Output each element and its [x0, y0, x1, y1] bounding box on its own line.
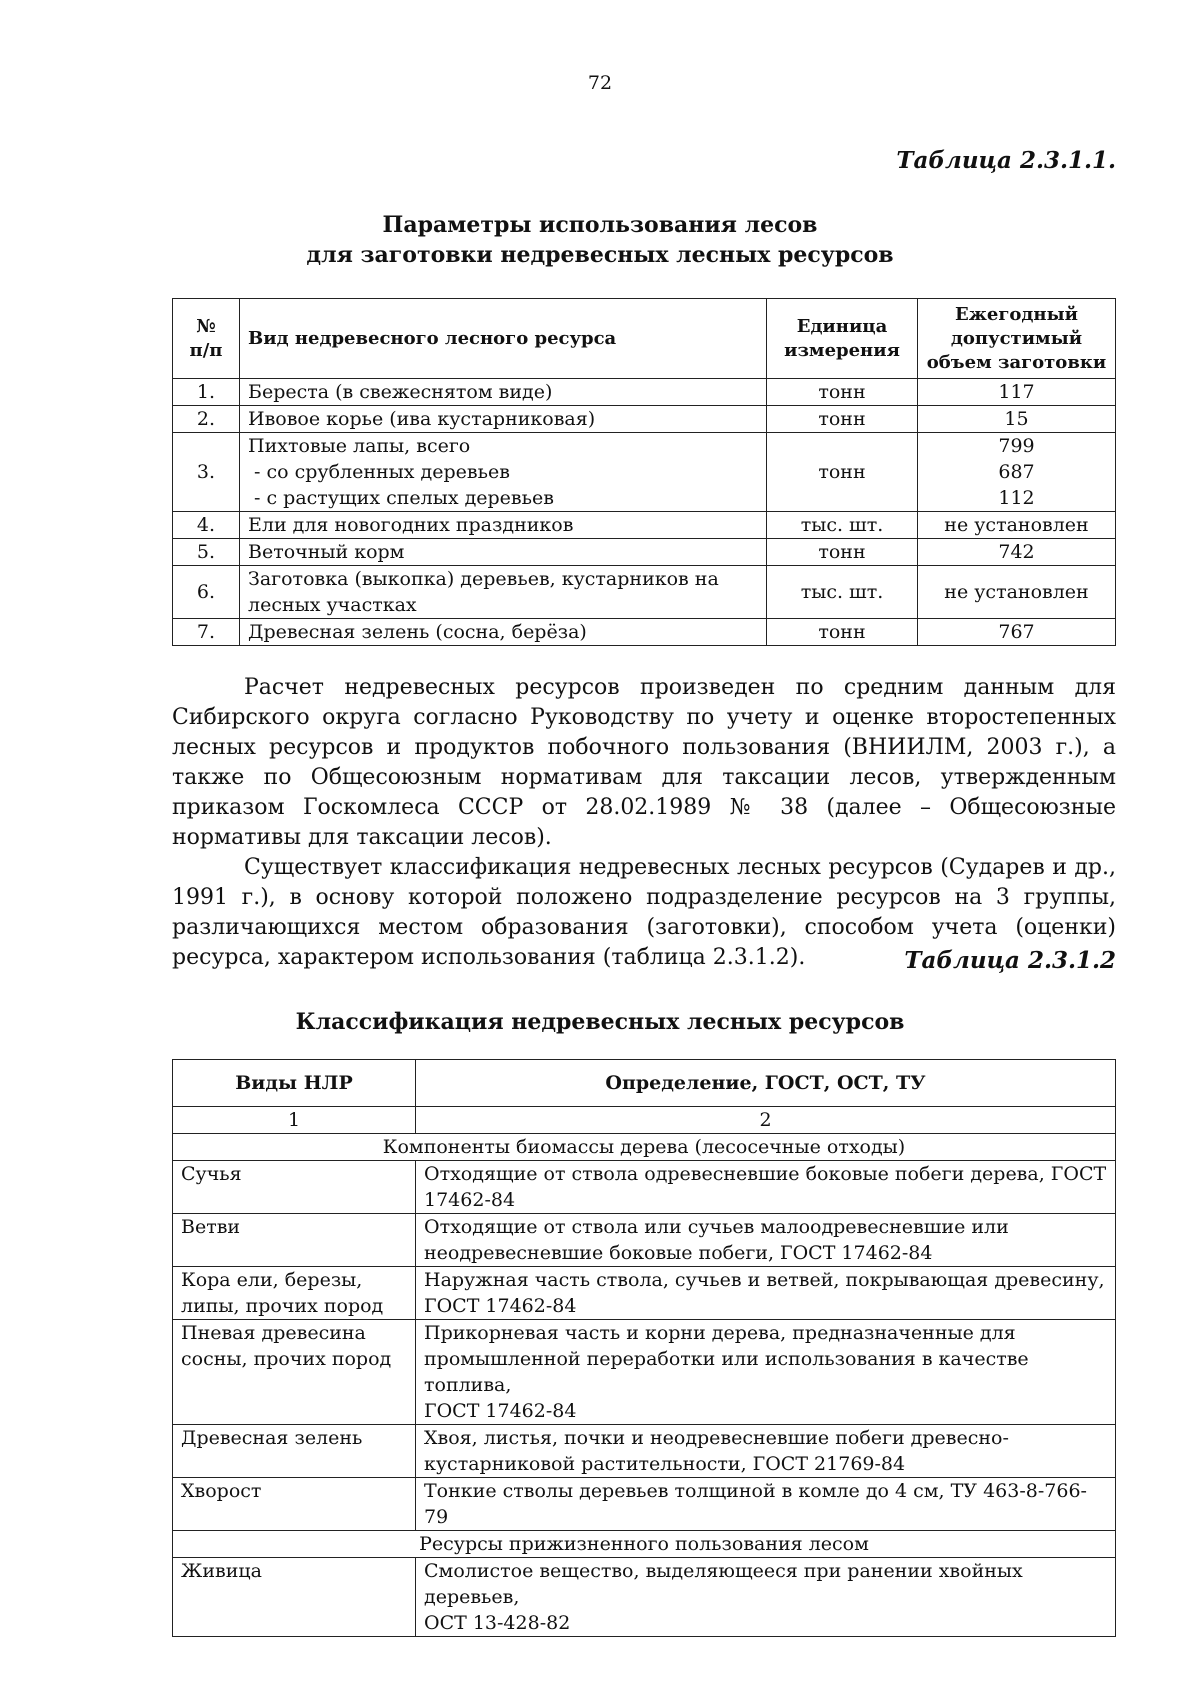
header-definition: Определение, ГОСТ, ОСТ, ТУ [416, 1060, 1116, 1107]
table2-title: Классификация недревесных лесных ресурсов [295, 1009, 905, 1035]
row-num: 4. [173, 512, 240, 539]
row-definition: Тонкие стволы деревьев толщиной в комле до 4 см, ТУ 463-8-766-79 [416, 1478, 1116, 1531]
row-name: Ивовое корье (ива кустарниковая) [240, 406, 767, 433]
section-title: Ресурсы прижизненного пользования лесом [173, 1531, 1116, 1558]
header-kind: Виды НЛР [173, 1060, 416, 1107]
table1-title-line: для заготовки недревесных лесных ресурсов [306, 242, 894, 268]
table-row [173, 1214, 1116, 1267]
row-definition: Наружная часть ствола, сучьев и ветвей, покрывающая древесину, ГОСТ 17462-84 [416, 1267, 1116, 1320]
column-number: 1 [173, 1107, 416, 1134]
header-name: Вид недревесного лесного ресурса [240, 299, 767, 379]
header-unit: Единица измерения [767, 299, 918, 379]
table-row [173, 1267, 1116, 1320]
row-volume: 799 687 112 [918, 433, 1116, 512]
table-row [173, 379, 1116, 406]
row-num: 3. [173, 433, 240, 512]
section-title: Компоненты биомассы дерева (лесосечные отходы) [173, 1134, 1116, 1161]
row-kind: Живица [173, 1558, 416, 1637]
paragraph: Расчет недревесных ресурсов произведен по средним данным для Сибирского округа согласно Руководству по учету и оценке второстепенных лесных ресурсов и продуктов побочного пользования (ВНИИЛМ, 2003 г.), а также по Общесоюзным нормативам для таксации лесов, утвержденным приказом Госкомлеса СССР от 28.02.1989 № 38 (далее – Общесоюзные нормативы для таксации лесов). [172, 675, 1116, 850]
row-definition: Отходящие от ствола или сучьев малоодревесневшие или неодревесневшие боковые побеги, ГОСТ 17462-84 [416, 1214, 1116, 1267]
header-volume: Ежегодный допустимый объем заготовки [918, 299, 1116, 379]
table-row [173, 1478, 1116, 1531]
header-num: № п/п [173, 299, 240, 379]
row-kind: Хворост [173, 1478, 416, 1531]
row-volume: 742 [918, 539, 1116, 566]
row-name: Ели для новогодних праздников [240, 512, 767, 539]
forest-use-parameters-table [172, 298, 1116, 646]
row-unit: тыс. шт. [767, 512, 918, 539]
resource-classification-table [172, 1059, 1116, 1637]
table-row [173, 433, 1116, 512]
table-row [173, 566, 1116, 619]
row-definition: Хвоя, листья, почки и неодревесневшие побеги древесно- кустарниковой растительности, ГОСТ 21769-84 [416, 1425, 1116, 1478]
table-row [173, 1161, 1116, 1214]
row-volume: 117 [918, 379, 1116, 406]
body-text [172, 673, 1116, 973]
table-row [173, 1320, 1116, 1425]
table1-title-line: Параметры использования лесов [382, 212, 818, 238]
row-volume: 15 [918, 406, 1116, 433]
row-name: Веточный корм [240, 539, 767, 566]
row-volume: 767 [918, 619, 1116, 646]
row-unit: тонн [767, 406, 918, 433]
row-definition: Смолистое вещество, выделяющееся при ранении хвойных деревьев, ОСТ 13-428-82 [416, 1558, 1116, 1637]
paragraph: Существует классификация недревесных лесных ресурсов (Сударев и др., 1991 г.), в основу которой положено подразделение ресурсов на 3 группы, различающихся местом образования (заготовки), способом учета (оценки) ресурса, характером использования (таблица 2.3.1.2). [172, 855, 1116, 970]
row-num: 2. [173, 406, 240, 433]
row-name: Древесная зелень (сосна, берёза) [240, 619, 767, 646]
row-unit: тонн [767, 433, 918, 512]
row-name: Пихтовые лапы, всего - со срубленных деревьев - с растущих спелых деревьев [240, 433, 767, 512]
table-row [173, 1425, 1116, 1478]
row-num: 6. [173, 566, 240, 619]
row-num: 1. [173, 379, 240, 406]
row-definition: Прикорневая часть и корни дерева, предназначенные для промышленной переработки или использования в качестве топлива, ГОСТ 17462-84 [416, 1320, 1116, 1425]
table-row [173, 512, 1116, 539]
row-kind: Ветви [173, 1214, 416, 1267]
table-row [173, 1558, 1116, 1637]
table-row [173, 539, 1116, 566]
table1-caption: Таблица 2.3.1.1. [896, 147, 1116, 174]
table2-caption: Таблица 2.3.1.2 [904, 947, 1116, 974]
row-kind: Сучья [173, 1161, 416, 1214]
row-name: Заготовка (выкопка) деревьев, кустарников на лесных участках [240, 566, 767, 619]
table1-title [0, 210, 1200, 270]
table-row [173, 619, 1116, 646]
row-num: 7. [173, 619, 240, 646]
row-definition: Отходящие от ствола одревесневшие боковые побеги дерева, ГОСТ 17462-84 [416, 1161, 1116, 1214]
row-num: 5. [173, 539, 240, 566]
row-unit: тыс. шт. [767, 566, 918, 619]
row-unit: тонн [767, 619, 918, 646]
row-unit: тонн [767, 379, 918, 406]
row-kind: Кора ели, березы, липы, прочих пород [173, 1267, 416, 1320]
row-volume: не установлен [918, 566, 1116, 619]
row-unit: тонн [767, 539, 918, 566]
table-row [173, 406, 1116, 433]
row-name: Береста (в свежеснятом виде) [240, 379, 767, 406]
column-number: 2 [416, 1107, 1116, 1134]
page-number: 72 [587, 72, 613, 94]
row-kind: Пневая древесина сосны, прочих пород [173, 1320, 416, 1425]
row-kind: Древесная зелень [173, 1425, 416, 1478]
row-volume: не установлен [918, 512, 1116, 539]
